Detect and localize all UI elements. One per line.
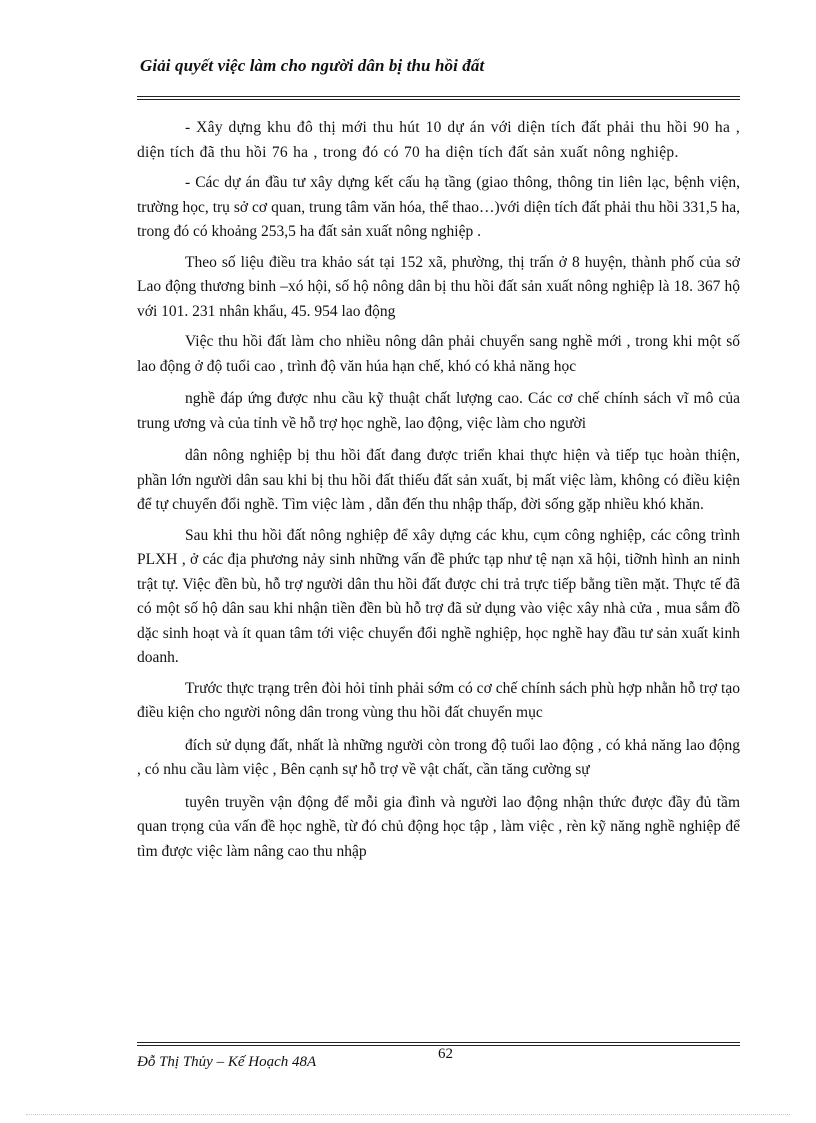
header-title: Giải quyết việc làm cho người dân bị thu hồi đất — [140, 56, 485, 75]
footer-rule — [137, 1042, 740, 1043]
paragraph: Việc thu hồi đất làm cho nhiều nông dân phải chuyển sang nghề mới , trong khi một số lao động ở độ tuổi cao , trình độ văn húa hạn chế, khó có khả năng học — [137, 333, 740, 375]
footer-author: Đỗ Thị Thủy – Kế Hoạch 48A — [137, 1054, 317, 1070]
paragraph: - Xây dựng khu đô thị mới thu hút 10 dự án với diện tích đất phải thu hồi 90 ha , diện tích đã thu hồi 76 ha , trong đó có 70 ha diện tích đất sản xuất nông nghiệp. — [137, 119, 740, 161]
paragraph: Trước thực trạng trên đòi hỏi tỉnh phải sớm có cơ chế chính sách phù hợp nhằn hỗ trợ tạo điều kiện cho người nông dân trong vùng thu hồi đất chuyển mục — [137, 679, 740, 721]
paragraph: nghề đáp ứng được nhu cầu kỹ thuật chất lượng cao. Các cơ chế chính sách vĩ mô của trung ương và của tỉnh về hỗ trợ học nghề, lao động, việc làm cho người — [137, 390, 740, 432]
paragraph: Sau khi thu hồi đất nông nghiệp để xây dựng các khu, cụm công nghiệp, các công trình PLXH , ở các địa phương nảy sinh những vấn đề phức tạp như tệ nạn xã hội, tiỡnh hình an ninh trật tự. Việc đền bù, hỗ trợ người dân thu hồi đất được chi trả trực tiếp bằng tiền mặt. Thực tế đã có một số hộ dân sau khi nhận tiền đền bù hỗ trợ đã sử dụng vào việc xây nhà cửa , mua sắm đồ dặc sinh hoạt và ít quan tâm tới việc chuyển đổi nghề nghiệp, học nghề hay đầu tư sản xuất kinh doanh. — [137, 526, 740, 666]
header-rule — [137, 96, 740, 97]
page-edge — [26, 1114, 790, 1115]
paragraph: đích sử dụng đất, nhất là những người còn trong độ tuổi lao động , có khả năng lao động , có nhu cầu làm việc , Bên cạnh sự hỗ trợ về vật chất, cần tăng cường sự — [137, 736, 740, 778]
paragraph: - Các dự án đầu tư xây dựng kết cấu hạ tầng (giao thông, thông tin liên lạc, bệnh viện, trường học, trụ sở cơ quan, trung tâm văn hóa, thể thao…)với diện tích đất phải thu hồi 331,5 ha, trong đó có khoảng 253,5 ha đất sản xuất nông nghiệp . — [137, 174, 740, 240]
page-number: 62 — [438, 1046, 453, 1062]
document-body — [137, 116, 740, 870]
paragraph: dân nông nghiệp bị thu hồi đất đang được triển khai thực hiện và tiếp tục hoàn thiện, phần lớn người dân sau khi bị thu hồi đất thiếu đất sản xuất, bị mất việc làm, không có điều kiện để tự chuyển đổi nghề. Tìm việc làm , dẫn đến thu nhập thấp, đời sống gặp nhiều khó khăn. — [137, 447, 740, 513]
header-rule-double — [137, 99, 740, 100]
paragraph: Theo số liệu điều tra khảo sát tại 152 xã, phường, thị trấn ở 8 huyện, thành phố của sở Lao động thương binh –xó hội, số hộ nông dân bị thu hồi đất sản xuất nông nghiệp là 18. 367 hộ với 101. 231 nhân khẩu, 45. 954 lao động — [137, 253, 740, 320]
paragraph: tuyên truyền vận động để mỗi gia đình và người lao động nhận thức được đầy đủ tầm quan trọng của vấn đề học nghề, từ đó chủ động học tập , làm việc , rèn kỹ năng nghề nghiệp để tìm được việc làm nâng cao thu nhập — [137, 793, 740, 860]
